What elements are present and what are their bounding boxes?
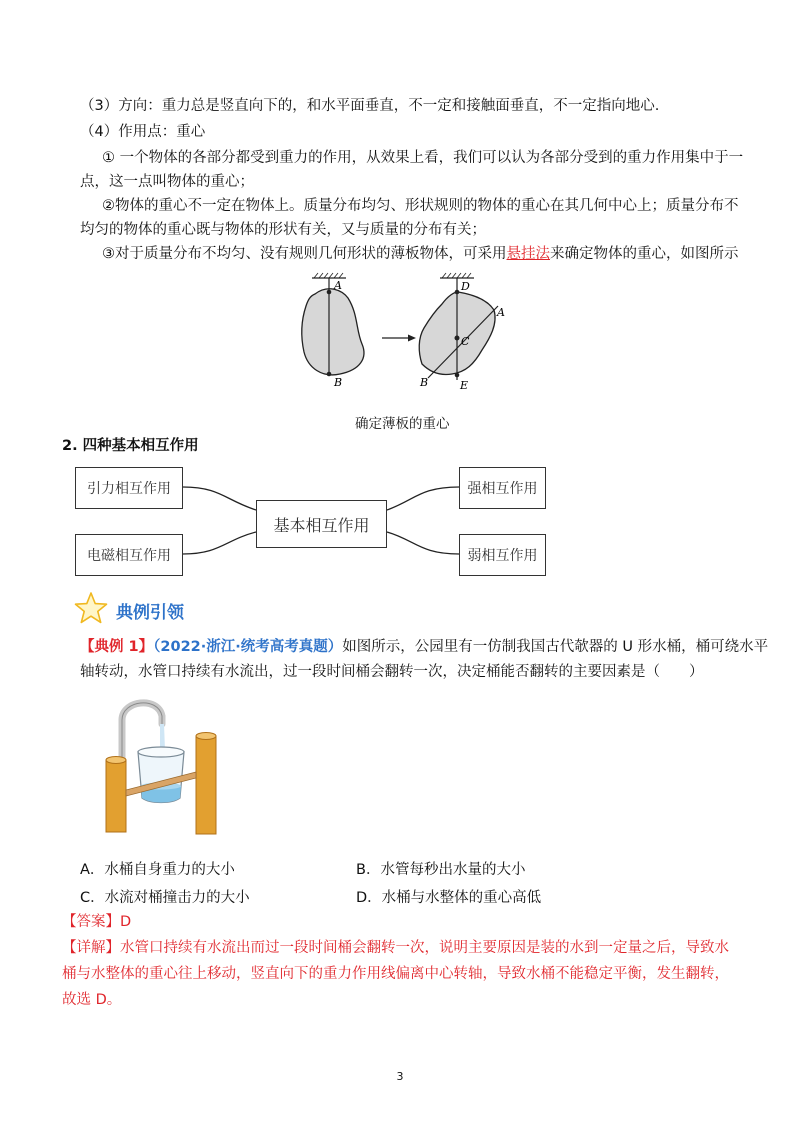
label-c: C [461,335,470,348]
center-para-1a: ① 一个物体的各部分都受到重力的作用，从效果上看，我们可以认为各部分受到的重力作用集中于一 [102,150,744,166]
action-point-text: （4）作用点：重心 [80,124,206,140]
arrow-icon [382,335,416,342]
label-d: D [461,280,470,293]
right-plate [419,273,505,392]
example-source: （2022·浙江·统考高考真题） [153,639,343,655]
left-plate [302,273,364,389]
thin-plate-figure [290,268,520,398]
center-para-2a: ②物体的重心不一定在物体上。质量分布均匀、形状规则的物体的重心在其几何中心上；质量分布不 [102,198,739,214]
example-banner-title: 典例引领 [116,603,184,623]
electromagnetic-label: 电磁相互作用 [87,548,171,564]
strong-label: 强相互作用 [467,481,538,497]
section-heading-interactions: 2. 四种基本相互作用 [62,438,199,454]
box-strong [459,467,546,509]
label-e: E [460,379,469,392]
gravitational-label: 引力相互作用 [87,481,171,497]
center-para-2b: 均匀的物体的重心既与物体的形状有关，又与质量的分布有关； [80,222,486,238]
question-line-1 [80,637,768,657]
detail-line-3: 故选 D。 [62,992,122,1008]
para-3-after: 来确定物体的重心，如图所示 [550,246,739,262]
fundamental-label: 基本相互作用 [273,515,370,535]
box-weak [459,534,546,576]
star-icon [74,591,108,625]
option-c[interactable]: C．水流对桶撞击力的大小 [80,890,250,906]
page-number: 3 [396,1070,404,1083]
figure-caption: 确定薄板的重心 [355,416,450,432]
center-para-3 [102,244,739,264]
question-line-2: 轴转动，水管口持续有水流出，过一段时间桶会翻转一次，决定桶能否翻转的主要因素是（ ） [80,664,704,680]
direction-text: （3）方向：重力总是竖直向下的，和水平面垂直，不一定和接触面垂直，不一定指向地心. [80,98,660,114]
box-electromagnetic [75,534,183,576]
detail-line-2: 桶与水整体的重心往上移动，竖直向下的重力作用线偏离中心转轴，导致水桶不能稳定平衡，发生翻转， [62,966,729,982]
example-tag: 【典例 1】 [80,639,154,655]
label-a: A [334,279,342,292]
para-3-before: ③对于质量分布不均匀、没有规则几何形状的薄板物体，可采用 [102,246,507,262]
answer-text: 【答案】D [62,914,132,930]
weak-label: 弱相互作用 [467,548,538,564]
option-b[interactable]: B．水管每秒出水量的大小 [356,862,526,878]
suspension-method-link[interactable]: 悬挂法 [506,246,550,262]
water-bucket-figure [100,690,220,835]
detail-line-1: 【详解】水管口持续有水流出而过一段时间桶会翻转一次，说明主要原因是装的水到一定量之后，导致水 [62,940,729,956]
box-fundamental [256,500,387,548]
center-para-1b: 点，这一点叫物体的重心； [80,174,254,190]
label-b2: B [420,376,429,389]
label-b: B [334,376,343,389]
option-d[interactable]: D．水桶与水整体的重心高低 [356,890,542,906]
option-a[interactable]: A．水桶自身重力的大小 [80,862,235,878]
question-text-a: 如图所示，公园里有一仿制我国古代欹器的 U 形水桶，桶可绕水平 [342,639,769,655]
label-a2: A [497,306,505,319]
box-gravitational [75,467,183,509]
